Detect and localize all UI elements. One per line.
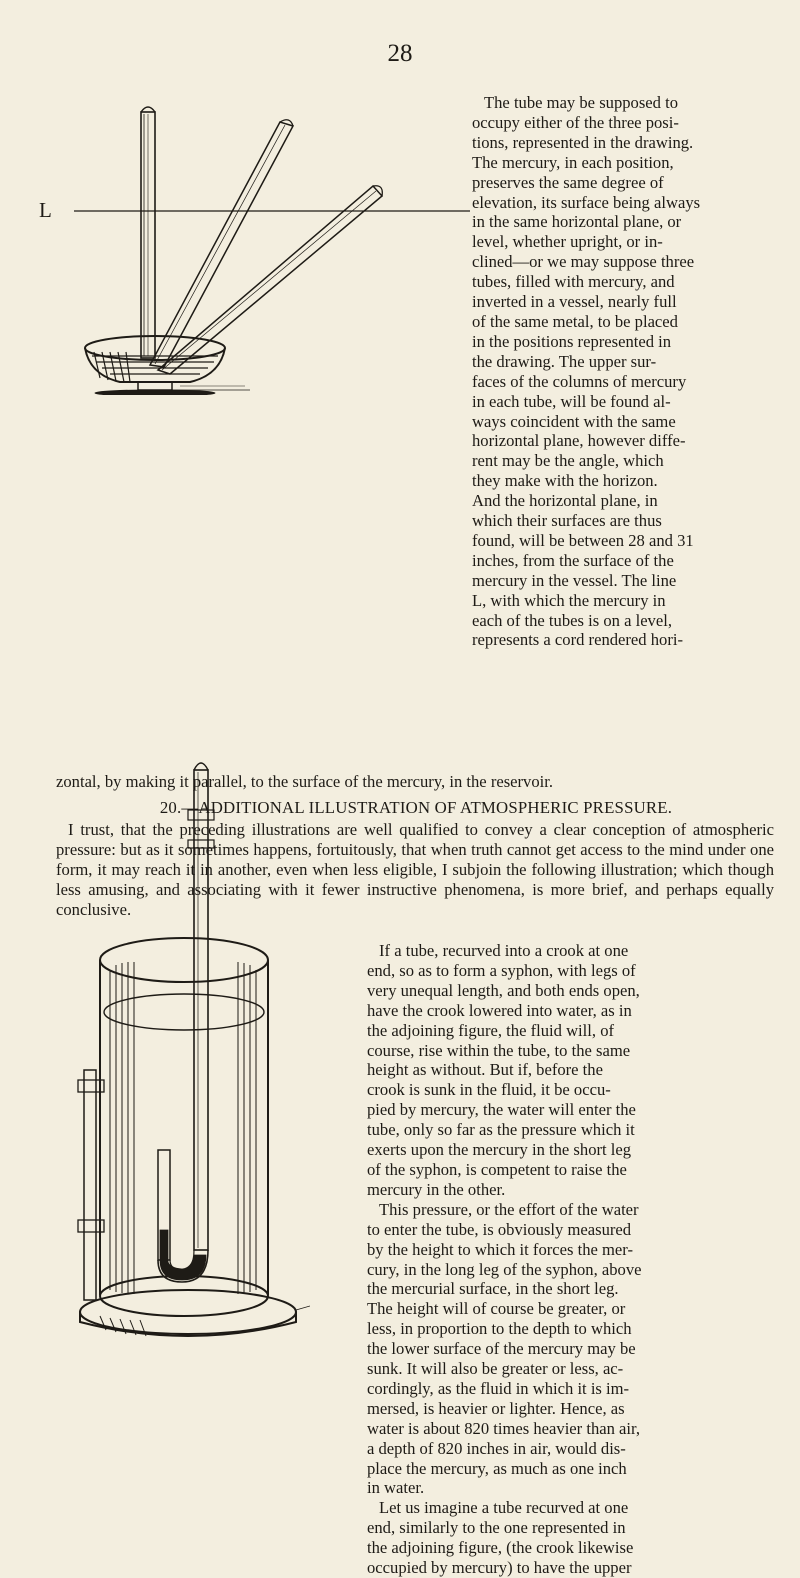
text-line: preserves the same degree of (472, 172, 664, 192)
text-line: mercury in the other. (367, 1179, 506, 1199)
three-tubes-figure (40, 90, 480, 395)
text-line: rent may be the angle, which (472, 451, 664, 471)
text-line: tubes, filled with mercury, and (472, 272, 675, 292)
text-line: the adjoining figure, the fluid will, of (367, 1020, 615, 1040)
text-line: the drawing. The upper sur- (472, 351, 657, 371)
text-line: of the syphon, is competent to raise the (367, 1159, 627, 1179)
text-line: cury, in the long leg of the syphon, above (367, 1259, 642, 1279)
text-line: in each tube, will be found al- (472, 391, 671, 411)
text-line: clined—or we may suppose three (472, 252, 695, 272)
text-line: inverted in a vessel, nearly full (472, 292, 677, 312)
text-line: found, will be between 28 and 31 (472, 530, 694, 550)
text-line: The height will of course be greater, or (367, 1299, 626, 1319)
text-line: represents a cord rendered hori- (472, 630, 684, 650)
paragraph-syphon (367, 941, 774, 1578)
text-line: L, with which the mercury in (472, 590, 666, 610)
text-line: end, so as to form a syphon, with legs of (367, 960, 636, 980)
text-line: course, rise within the tube, to the same (367, 1040, 631, 1060)
text-line: each of the tubes is on a level, (472, 610, 672, 630)
text-line: exerts upon the mercury in the short leg (367, 1140, 632, 1160)
text-line: place the mercury, as much as one inch (367, 1458, 627, 1478)
text-line: height as without. But if, before the (367, 1060, 603, 1080)
text-line: elevation, its surface being always (472, 192, 701, 212)
text-line: the lower surface of the mercury may be (367, 1339, 636, 1359)
text-line: in the same horizontal plane, or (472, 212, 682, 232)
paragraph-tube-positions (472, 93, 774, 650)
text-line: ways coincident with the same (472, 411, 676, 431)
text-line: mercury in the vessel. The line (472, 570, 677, 590)
text-line: level, whether upright, or in- (472, 232, 663, 252)
syphon-jar-figure (70, 750, 310, 1340)
text-line: sunk. It will also be greater or less, ac- (367, 1359, 624, 1379)
text-line: If a tube, recurved into a crook at one (379, 941, 629, 960)
text-line: faces of the columns of mercury (472, 371, 687, 391)
text-line: less, in proportion to the depth to which (367, 1319, 632, 1339)
level-line-label: L (39, 198, 52, 222)
section-heading: 20.—ADDITIONAL ILLUSTRATION OF ATMOSPHERIC PRESSURE. (159, 798, 673, 817)
text-line: Let us imagine a tube recurved at one (379, 1498, 629, 1518)
text-line: pied by mercury, the water will enter the (367, 1100, 636, 1120)
text-line: they make with the horizon. (472, 471, 658, 491)
text-line: end, similarly to the one represented in (367, 1518, 626, 1538)
page-number: 28 (387, 40, 413, 67)
text-line: horizontal plane, however diffe- (472, 431, 686, 451)
text-line: tube, only so far as the pressure which it (367, 1120, 635, 1140)
text-line: of the same metal, to be placed (472, 311, 678, 331)
text-line: very unequal length, and both ends open, (367, 980, 640, 1000)
text-line: to enter the tube, is obviously measured (367, 1219, 632, 1239)
text-line: in the positions represented in (472, 331, 672, 351)
text-line: occupied by mercury) to have the upper (367, 1558, 632, 1578)
text-line: in water. (367, 1478, 425, 1498)
text-line: cordingly, as the fluid in which it is im- (367, 1378, 630, 1398)
text-line: The mercury, in each position, (472, 152, 674, 172)
text-line: I trust, that the preceding illustrations are well qualified to convey a clear conception of atmospheric pressure: but as it sometimes happens, fortuitously, that when truth cannot get access to the mind under one form, it may reach it in another, even when less eligible, I subjoin the following illustration; which though less amusing, and associating with it fewer instructive phenomena, is more brief, and perhaps equally conclusive. (56, 820, 774, 919)
text-line: water is about 820 times heavier than air, (367, 1418, 641, 1438)
text-line: This pressure, or the effort of the water (379, 1199, 639, 1219)
text-line: crook is sunk in the fluid, it be occu- (367, 1080, 611, 1100)
text-line: the adjoining figure, (the crook likewise (367, 1538, 634, 1558)
text-line: a depth of 820 inches in air, would dis- (367, 1438, 626, 1458)
text-line: inches, from the surface of the (472, 550, 674, 570)
text-line: which their surfaces are thus (472, 511, 662, 531)
text-line: zontal, by making it parallel, to the surface of the mercury, in the reservoir. (56, 772, 554, 791)
text-line: The tube may be supposed to (484, 93, 679, 112)
text-line: mersed, is heavier or lighter. Hence, as (367, 1398, 625, 1418)
text-line: And the horizontal plane, in (472, 491, 658, 511)
text-line: tions, represented in the drawing. (472, 132, 694, 152)
text-line: occupy either of the three posi- (472, 112, 679, 132)
text-line: by the height to which it forces the mer- (367, 1239, 634, 1259)
text-line: the mercurial surface, in the short leg. (367, 1279, 619, 1299)
text-line: have the crook lowered into water, as in (367, 1000, 632, 1020)
